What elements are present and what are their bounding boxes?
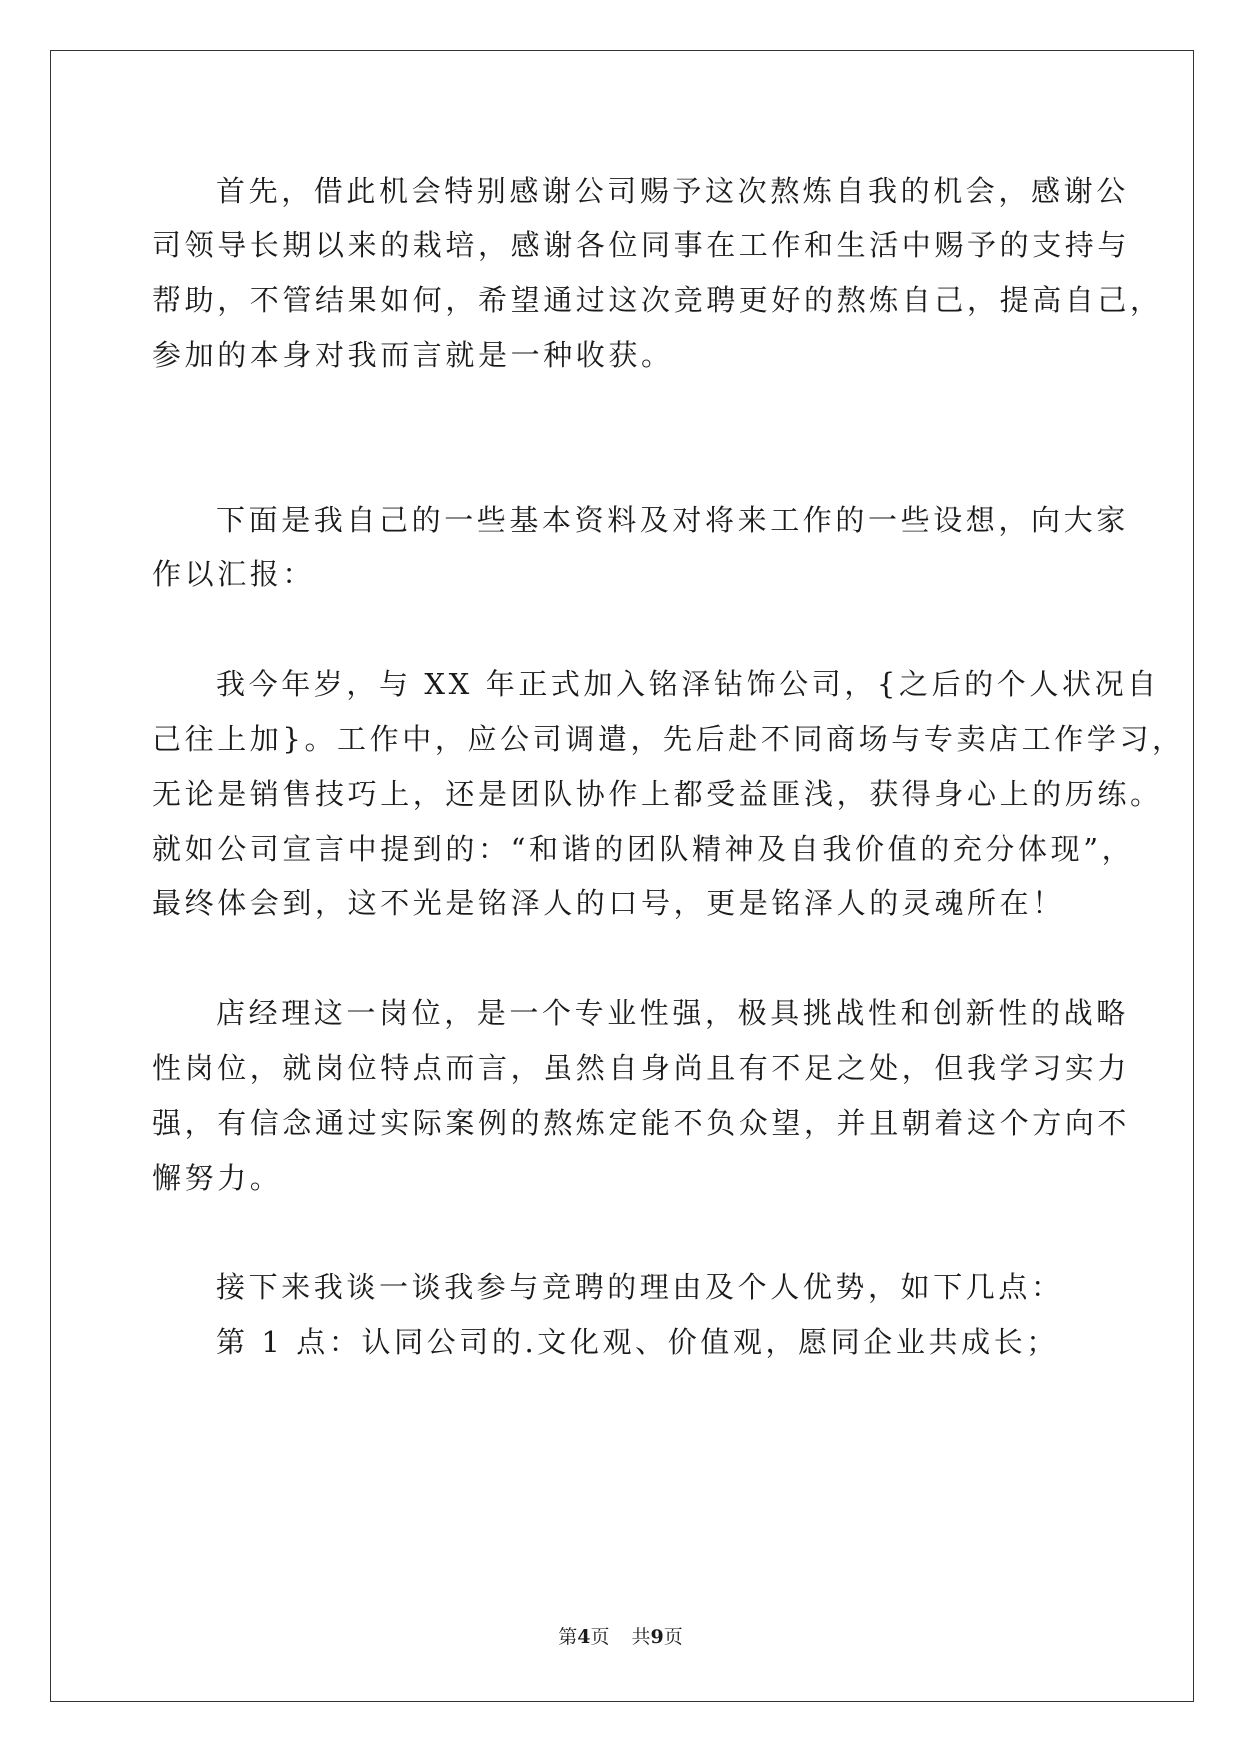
text-line: 性岗位，就岗位特点而言，虽然自身尚且有不足之处，但我学习实力: [152, 1051, 1131, 1085]
text-line: 无论是销售技巧上，还是团队协作上都受益匪浅，获得身心上的历练。: [152, 777, 1163, 811]
text-line: 首先，借此机会特别感谢公司赐予这次熬炼自我的机会，感谢公: [216, 174, 1129, 208]
text-line: 店经理这一岗位，是一个专业性强，极具挑战性和创新性的战略: [216, 996, 1129, 1030]
text-line: 下面是我自己的一些基本资料及对将来工作的一些设想，向大家: [216, 503, 1129, 537]
total-prefix: 共: [631, 1626, 651, 1648]
text-line: 强，有信念通过实际案例的熬炼定能不负众望，并且朝着这个方向不: [152, 1106, 1131, 1140]
page-footer: [0, 1625, 1241, 1649]
text-line: 参加的本身对我而言就是一种收获。: [152, 338, 674, 372]
text-line: 接下来我谈一谈我参与竞聘的理由及个人优势，如下几点：: [216, 1270, 1064, 1304]
text-line: 作以汇报：: [152, 557, 316, 591]
text-line: 己往上加}。工作中，应公司调遣，先后赴不同商场与专卖店工作学习，: [152, 722, 1185, 756]
page-number: 4: [577, 1626, 591, 1648]
text-line: 最终体会到，这不光是铭泽人的口号，更是铭泽人的灵魂所在！: [152, 886, 1065, 920]
text-line: 第 1 点：认同公司的.文化观、价值观，愿同企业共成长；: [216, 1325, 1059, 1359]
text-line: 懈努力。: [152, 1161, 283, 1195]
total-pages: 9: [650, 1626, 664, 1648]
text-line: 就如公司宣言中提到的：“和谐的团队精神及自我价值的充分体现”，: [152, 832, 1135, 866]
text-line: 帮助，不管结果如何，希望通过这次竞聘更好的熬炼自己，提高自己，: [152, 283, 1163, 317]
page-suffix: 页: [590, 1626, 610, 1648]
page-prefix: 第: [558, 1626, 578, 1648]
text-line: 我今年岁，与 XX 年正式加入铭泽钻饰公司，{之后的个人状况自: [216, 667, 1160, 701]
text-line: 司领导长期以来的栽培，感谢各位同事在工作和生活中赐予的支持与: [152, 228, 1131, 262]
total-suffix: 页: [663, 1626, 683, 1648]
